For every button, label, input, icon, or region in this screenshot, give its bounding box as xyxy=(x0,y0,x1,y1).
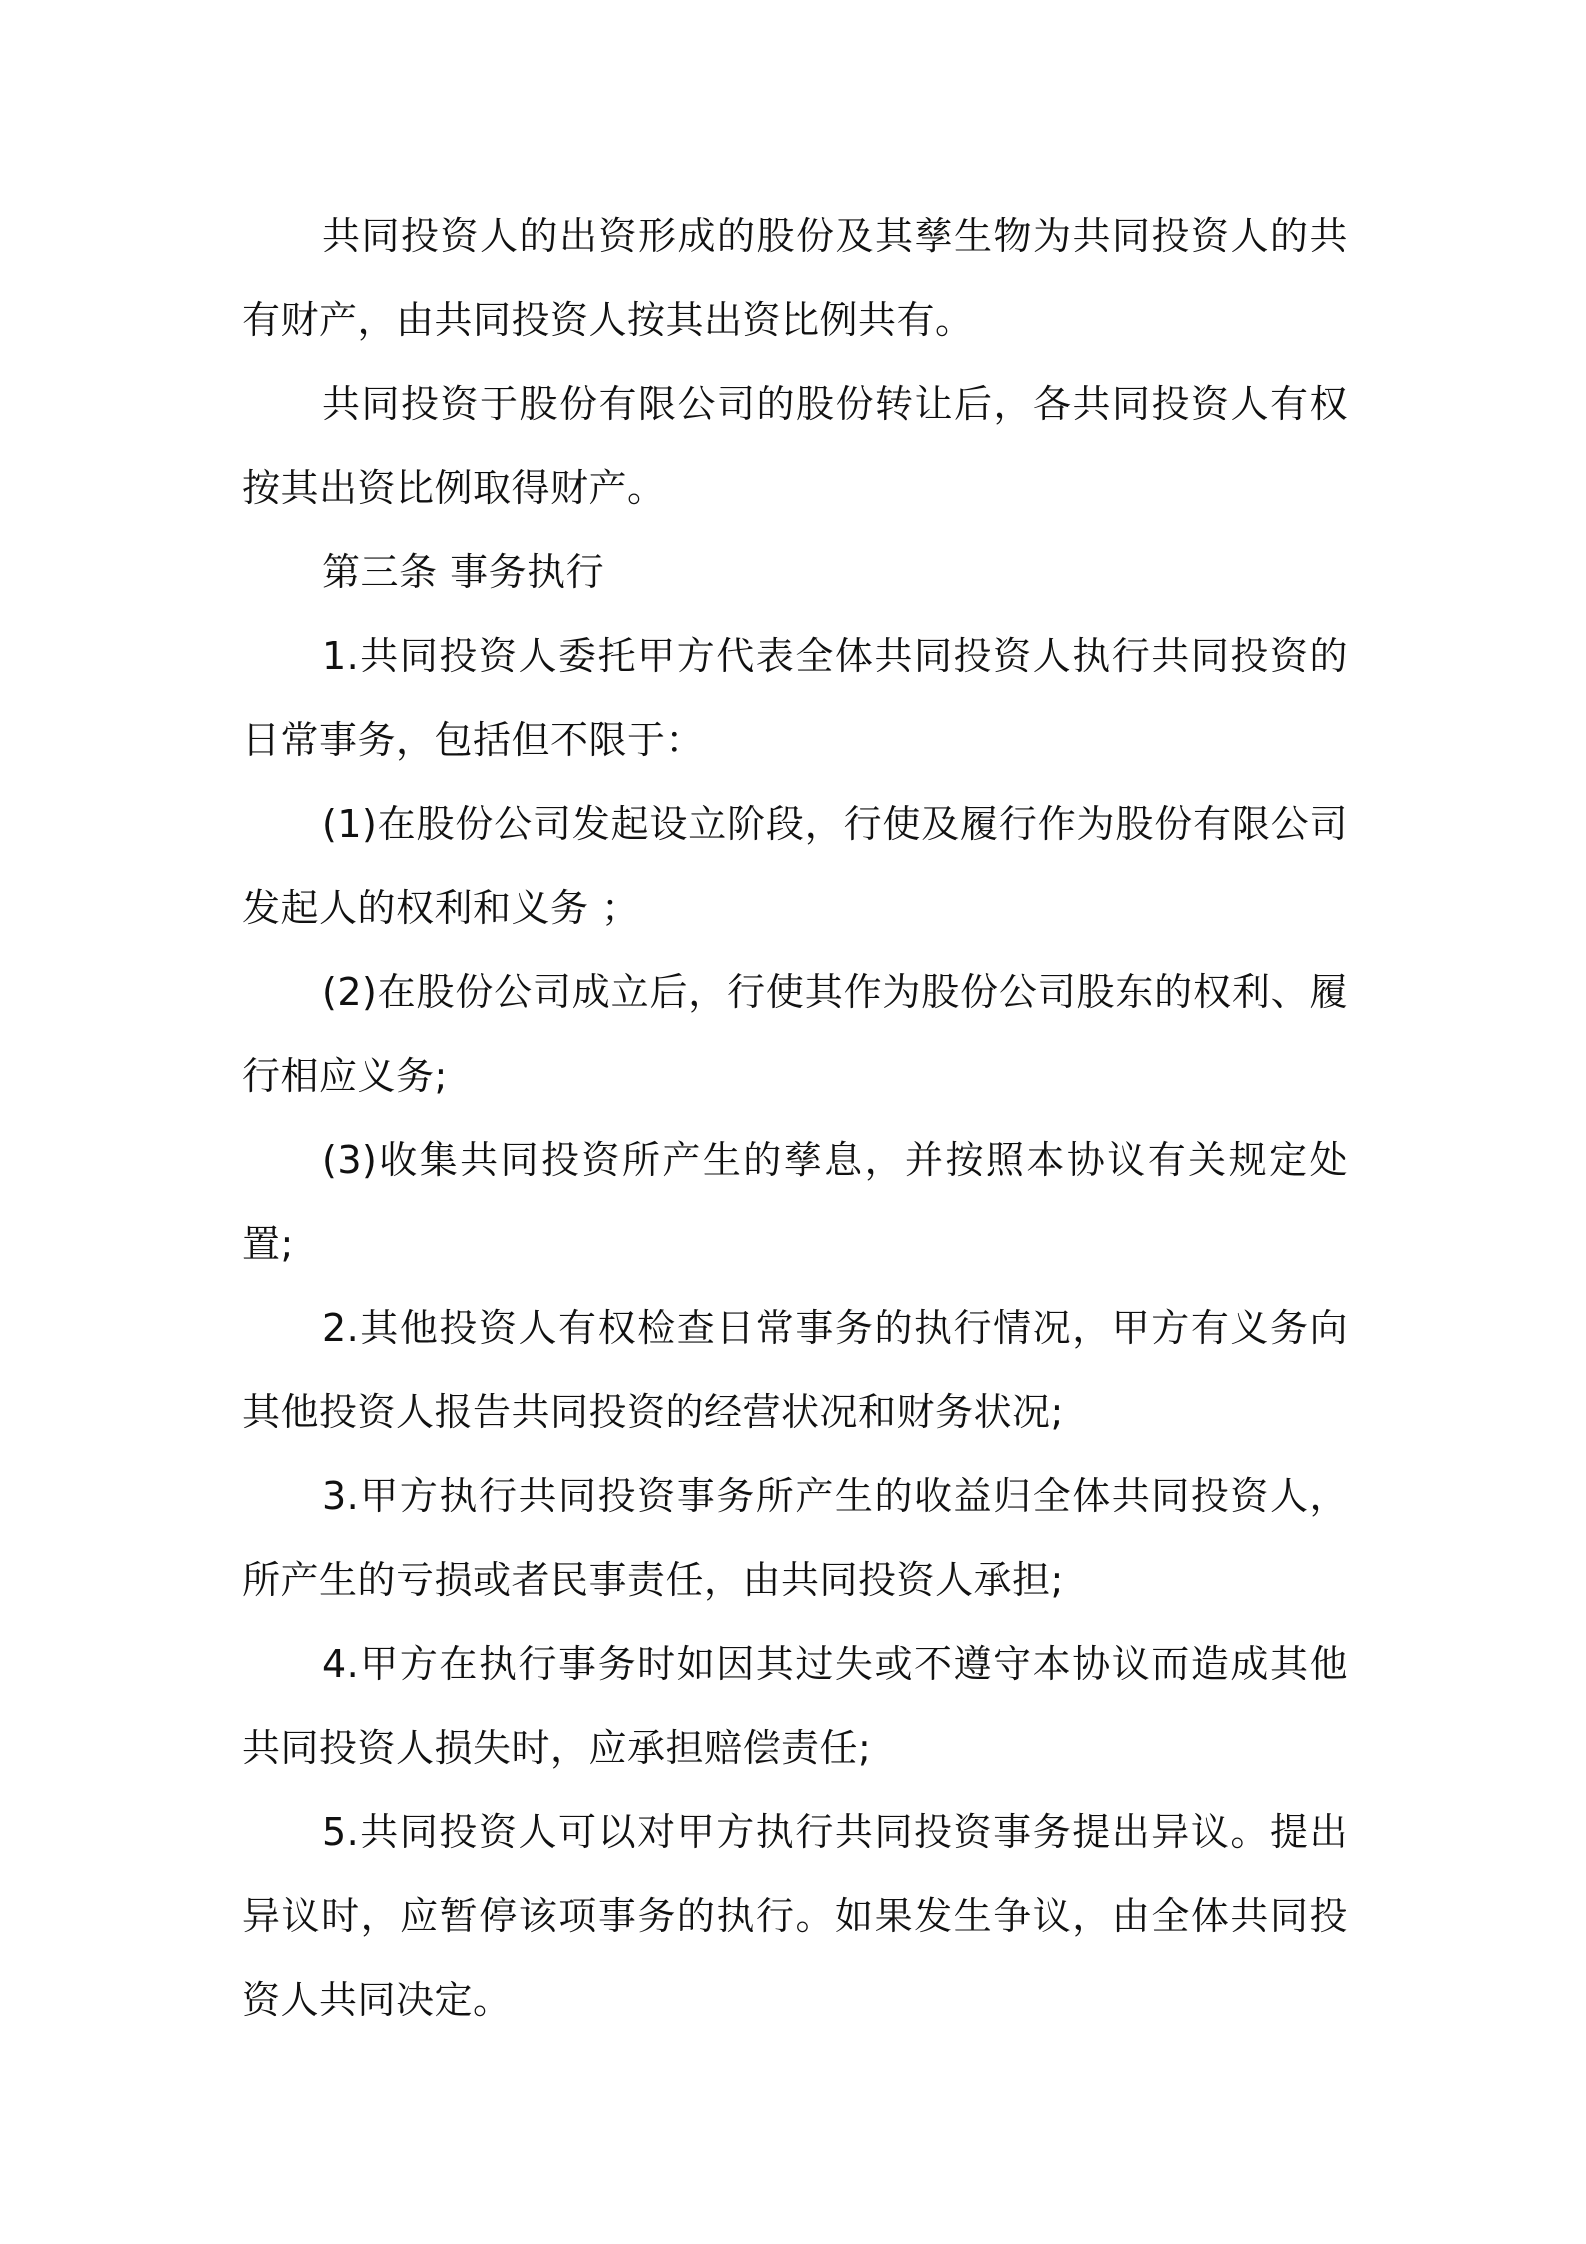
article-heading: 第三条 事务执行 xyxy=(322,550,605,594)
paragraph-joint-property: 共同投资人的出资形成的股份及其孳生物为共同投资人的共有财产，由共同投资人按其出资比例共有。 xyxy=(242,214,1348,342)
clause-5: 5.共同投资人可以对甲方执行共同投资事务提出异议。提出异议时，应暂停该项事务的执行。如果发生争议，由全体共同投资人共同决定。 xyxy=(242,1810,1348,2022)
paragraph-share-transfer: 共同投资于股份有限公司的股份转让后，各共同投资人有权按其出资比例取得财产。 xyxy=(242,382,1348,510)
clause-4: 4.甲方在执行事务时如因其过失或不遵守本协议而造成其他共同投资人损失时，应承担赔偿责任; xyxy=(242,1642,1348,1770)
sub-clause-2: (2)在股份公司成立后，行使其作为股份公司股东的权利、履行相应义务; xyxy=(242,970,1348,1098)
document-body xyxy=(242,194,1348,2042)
clause-1: 1.共同投资人委托甲方代表全体共同投资人执行共同投资的日常事务，包括但不限于： xyxy=(242,634,1348,762)
sub-clause-3: (3)收集共同投资所产生的孳息，并按照本协议有关规定处置; xyxy=(242,1138,1348,1266)
clause-3: 3.甲方执行共同投资事务所产生的收益归全体共同投资人，所产生的亏损或者民事责任，由共同投资人承担; xyxy=(242,1474,1348,1602)
sub-clause-1: (1)在股份公司发起设立阶段，行使及履行作为股份有限公司发起人的权利和义务 ； xyxy=(242,802,1348,930)
clause-2: 2.其他投资人有权检查日常事务的执行情况，甲方有义务向其他投资人报告共同投资的经营状况和财务状况; xyxy=(242,1306,1348,1434)
